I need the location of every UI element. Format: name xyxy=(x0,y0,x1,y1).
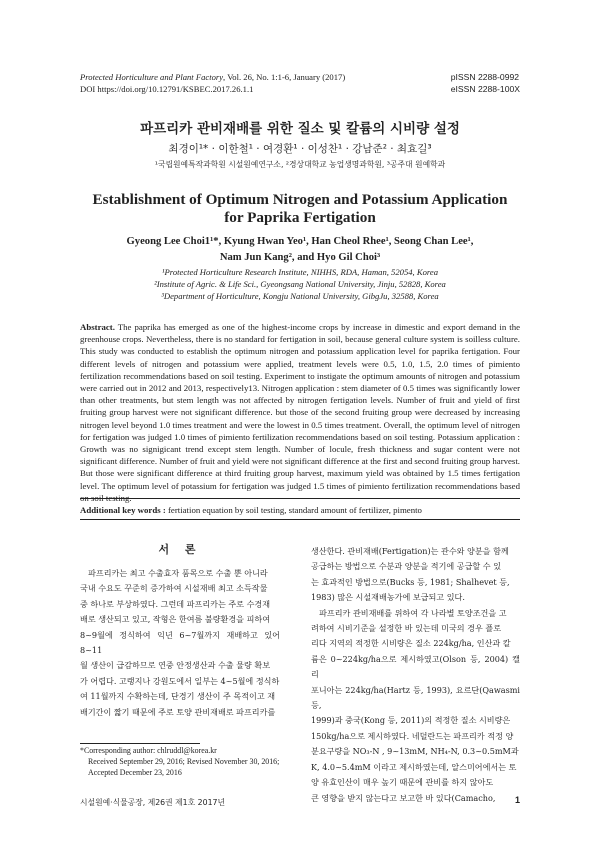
doi-line[interactable]: DOI https://doi.org/10.12791/KSBEC.2017.26.1.1 xyxy=(80,84,254,94)
english-authors-line1: Gyeong Lee Choi1¹*, Kyung Hwan Yeo¹, Han Cheol Rhee¹, Seong Chan Lee¹, xyxy=(126,236,474,247)
footnote xyxy=(80,745,290,778)
pissn: pISSN 2288-0992 xyxy=(450,72,520,82)
section-title-introduction: 서 론 xyxy=(158,543,202,556)
abstract-text: The paprika has emerged as one of the highest-income crops by increase in dimestic and export demand in the greenhouse crops. Nevertheless, there is no standard for fertigation in soil, because general culture system is soilless culture. This study was conducted to establish the optimum nitrogen and potassium application level for paprika fertigation. Four different levels of nitrogen and potassium were applied, treatment levels were 0.5, 1.0, 1.5, 2.0 times of pimiento fertilization recommendations based on soil testing. Experiment to instigate the optimum amounts of nitrogen and potassium were carried out in 2012 and 2013, respectively13. Nitrogen application : stem diameter of 0.5 times was significantly lower than other treatments, but stem length was not affected by nitrogen fertigation levels. Number of fruit and yield of first fruiting group harvest were not significant difference. but those of the second fruiting group were decreased by increasing nitrogen level beyond 1.0 times treatment and were the lowest in 0.5 times treatment. Overall, the optimum level of nitrogen for fertigation was judged 1.0 times of pimiento fertilization recommendations based on soil testing. Potassium application : Growth was no signigicant trend except stem length. Number of locule, fresh thickness and sugar content were not significant difference. Number of fruit and yield were not significant difference at the first and second fruiting group harvest. But those were significant difference at third fruiting group harvest, maximum yield was obtained by 1.5 times fertigation level. The optimum level of potassium for fertigation was judged 1.5 times of pimiento fertilization recommendations based on soil testing. xyxy=(80,322,520,503)
english-title-line2: for Paprika Fertigation xyxy=(224,209,376,226)
keywords-label: Additional key words : xyxy=(80,505,166,515)
abstract xyxy=(80,321,520,504)
korean-title: 파프리카 관비재배를 위한 질소 및 칼륨의 시비량 설정 xyxy=(140,121,460,137)
body-column-left: 파프리카는 최고 수출효자 품목으로 수출 뿐 아니라 국내 수요도 꾸준히 증가하여 시설재배 최고 소득작물 중 하나로 부상하였다. 그런데 파프리카는 주로 수경재 배로 생산되고 있고, 작형은 한여름 불량환경을 피하여 8~9월에 정식하여 익년 6~7월까지 재배하고 있어 8~11 월 생산이 급감하므로 연중 안정생산과 수출 물량 확보 가 어렵다. 고랭지나 강원도에서 일부는 4~5월에 정식하 여 11월까지 수확하는데, 단경기 생산이 주 목적이고 재 배기간이 짧기 때문에 주로 토양 관비재배로 파프리카를 xyxy=(80,568,280,717)
received-dates: Received September 29, 2016; Revised November 30, 2016; xyxy=(88,757,280,766)
english-title xyxy=(0,191,600,227)
corresponding-author: *Corresponding author: chlruddl@korea.kr xyxy=(80,746,217,755)
affiliation-3: ³Department of Horticulture, Kongju National University, GibgJu, 32588, Korea xyxy=(161,291,439,301)
abstract-label: Abstract. xyxy=(80,322,115,332)
affiliation-2: ²Institute of Agric. & Life Sci., Gyeongsang National University, Jinju, 52828, Korea xyxy=(154,279,446,289)
abstract-rule-top xyxy=(80,498,520,499)
korean-affiliations: ¹국립원예특작과학원 시설원예연구소, ²경상대학교 농업생명과학원, ³공주대 원예학과 xyxy=(154,160,446,169)
journal-name: Protected Horticulture and Plant Factory xyxy=(80,72,224,82)
english-title-line1: Establishment of Optimum Nitrogen and Potassium Application xyxy=(92,191,508,208)
affiliation-1: ¹Protected Horticulture Research Institute, NIHHS, RDA, Haman, 52054, Korea xyxy=(161,267,439,277)
journal-citation: , Vol. 26, No. 1:1-6, January (2017) xyxy=(223,72,346,82)
keywords xyxy=(80,504,520,516)
english-authors-line2: Nam Jun Kang², and Hyo Gil Choi³ xyxy=(219,252,381,263)
footer-journal: 시설원예·식물공장, 제26권 제1호 2017년 xyxy=(80,798,226,807)
keywords-text: fertiation equation by soil testing, standard amount of fertilizer, pimento xyxy=(165,505,422,515)
accepted-date: Accepted December 23, 2016 xyxy=(88,768,182,777)
english-authors xyxy=(0,234,600,266)
page-number: 1 xyxy=(514,795,520,805)
body-column-right: 생산한다. 관비재배(Fertigation)는 관수와 양분을 함께 공급하는 방법으로 수분과 양분을 적기에 공급할 수 있 는 효과적인 방법으로(Bucks 등, 1981; Shalhevet 등, 1983) 많은 시설재배농가에 보급되고 있다. 파프리카 관비재배를 위하여 각 나라별 토양조건을 고 려하여 시비기준을 설정한 바 있는데 미국의 경우 플로 리다 지역의 적정한 시비량은 질소 224kg/ha, 인산과 칼 륨은 0~224kg/ha으로 제시하였고(Olson 등, 2004) 캘리 포니아는 224kg/ha(Hartz 등, 1993), 요르단(Qawasmi 등, 1999)과 중국(Kong 등, 2011)의 적정한 질소 시비량은 150kg/ha으로 제시하였다. 네덜란드는 파프리카 적정 양 분요구량을 NO₃-N , 9~13mM, NH₄-N, 0.3~0.5mM과 K, 4.0~5.4mM 이라고 제시하였는데, 알스미어에서는 토 양 유효인산이 매우 높기 때문에 관비를 하지 않아도 큰 영향을 받지 않는다고 보고한 바 있다(Camacho, xyxy=(311,546,520,803)
journal-header xyxy=(80,71,345,95)
issn-block xyxy=(451,71,520,95)
keywords-rule-bottom xyxy=(80,519,520,520)
english-affiliations xyxy=(0,266,600,302)
footnote-rule xyxy=(80,743,200,744)
korean-authors: 최경이¹* · 이한철¹ · 여경환¹ · 이성찬¹ · 강남준² · 최효길³ xyxy=(168,143,432,155)
eissn: eISSN 2288-100X xyxy=(450,84,520,94)
